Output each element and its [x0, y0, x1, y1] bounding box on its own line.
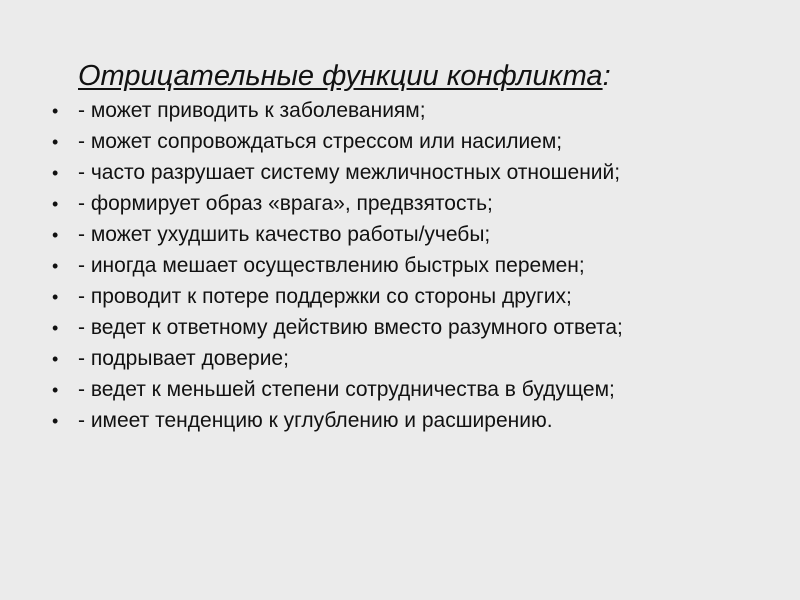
bullet-item: [52, 316, 752, 340]
slide-title: [78, 58, 611, 94]
bullet-icon: •: [52, 287, 59, 307]
bullet-text: - может сопровождаться стрессом или насилием;: [78, 130, 563, 153]
bullet-item: [52, 409, 752, 433]
bullet-item: [52, 99, 752, 123]
bullet-item: [52, 223, 752, 247]
slide-title-text: Отрицательные функции конфликта: [78, 60, 603, 92]
bullet-item: [52, 285, 752, 309]
bullet-list: [52, 99, 752, 440]
bullet-item: [52, 254, 752, 278]
bullet-text: - формирует образ «врага», предвзятость;: [78, 192, 493, 215]
bullet-text: - проводит к потере поддержки со стороны других;: [78, 285, 572, 308]
bullet-text: - часто разрушает систему межличностных отношений;: [78, 161, 621, 184]
bullet-icon: •: [52, 194, 59, 214]
bullet-text: - подрывает доверие;: [78, 347, 289, 370]
slide-title-colon: :: [602, 60, 611, 92]
bullet-text: - ведет к ответному действию вместо разумного ответа;: [78, 316, 623, 339]
bullet-item: [52, 347, 752, 371]
bullet-item: [52, 161, 752, 185]
bullet-text: - имеет тенденцию к углублению и расширению.: [78, 409, 553, 432]
bullet-icon: •: [52, 132, 59, 152]
bullet-icon: •: [52, 411, 59, 431]
bullet-item: [52, 378, 752, 402]
bullet-icon: •: [52, 225, 59, 245]
bullet-icon: •: [52, 101, 59, 121]
bullet-item: [52, 130, 752, 154]
bullet-icon: •: [52, 163, 59, 183]
bullet-text: - иногда мешает осуществлению быстрых перемен;: [78, 254, 585, 277]
bullet-icon: •: [52, 318, 59, 338]
bullet-item: [52, 192, 752, 216]
bullet-icon: •: [52, 256, 59, 276]
bullet-text: - ведет к меньшей степени сотрудничества в будущем;: [78, 378, 615, 401]
bullet-text: - может ухудшить качество работы/учебы;: [78, 223, 491, 246]
bullet-icon: •: [52, 380, 59, 400]
bullet-text: - может приводить к заболеваниям;: [78, 99, 426, 122]
bullet-icon: •: [52, 349, 59, 369]
